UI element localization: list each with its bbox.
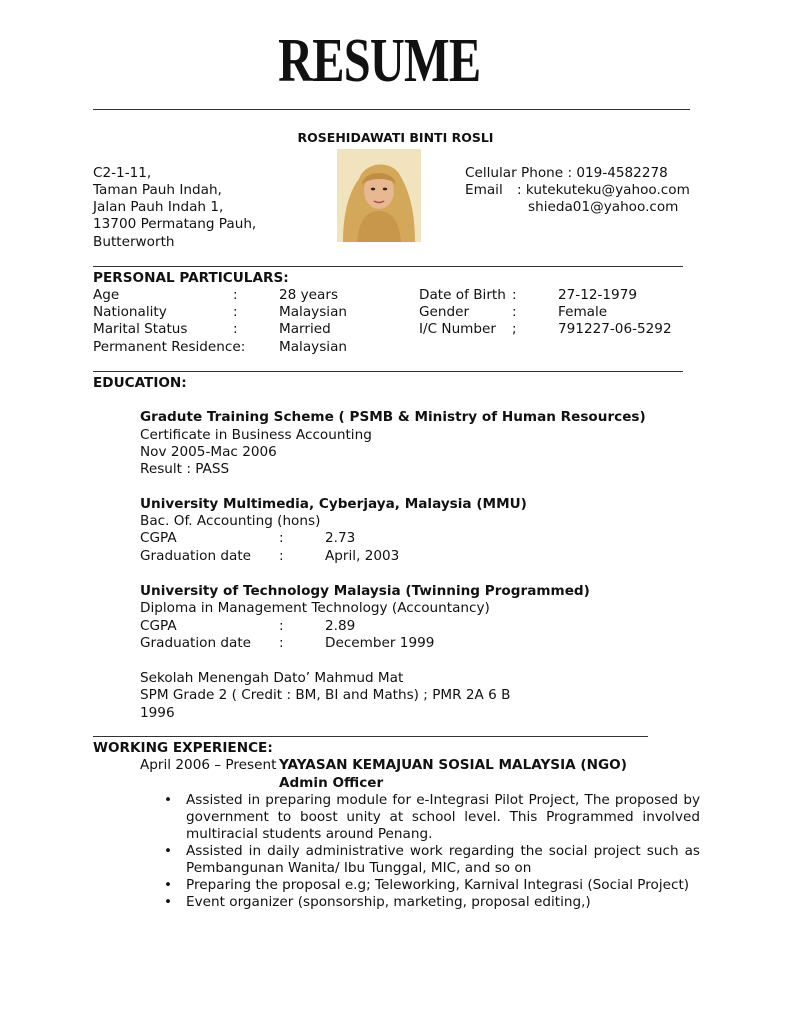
job-period: April 2006 – Present [140, 757, 277, 773]
cgpa-colon: : [279, 530, 284, 546]
education-detail: Result : PASS [140, 461, 230, 477]
ic-number-colon: ; [512, 321, 517, 337]
bullet-icon: • [164, 877, 173, 893]
dob-value: 27-12-1979 [558, 287, 638, 303]
gender-colon: : [512, 304, 517, 320]
marital-status-label: Marital Status [93, 321, 188, 337]
graduation-date-colon: : [279, 548, 284, 564]
graduation-date-value: April, 2003 [325, 548, 400, 564]
duty-text: Preparing the proposal e.g; Teleworking, Karnival Integrasi (Social Project) [186, 877, 690, 893]
cgpa-label: CGPA [140, 530, 177, 546]
cgpa-value: 2.89 [325, 618, 356, 634]
age-label: Age [93, 287, 120, 303]
job-role: Admin Officer [279, 775, 384, 791]
address-line: Jalan Pauh Indah 1, [93, 199, 224, 215]
cgpa-colon: : [279, 618, 284, 634]
bullet-icon: • [164, 894, 173, 910]
graduation-date-colon: : [279, 635, 284, 651]
email-primary[interactable]: : kutekuteku@yahoo.com [517, 182, 690, 198]
list-item [160, 894, 700, 911]
section-heading: PERSONAL PARTICULARS: [93, 270, 289, 286]
education-title: University of Technology Malaysia (Twinning Programmed) [140, 583, 590, 599]
dob-colon: : [512, 287, 517, 303]
candidate-name: ROSEHIDAWATI BINTI ROSLI [297, 130, 494, 145]
list-item [160, 843, 700, 877]
education-detail: Diploma in Management Technology (Accountancy) [140, 600, 490, 616]
email-label: Email [465, 182, 503, 198]
ic-number-label: I/C Number [419, 321, 497, 337]
section-divider [93, 736, 648, 737]
age-colon: : [233, 287, 238, 303]
address-line: Taman Pauh Indah, [93, 182, 222, 198]
list-item [160, 792, 700, 843]
gender-value: Female [558, 304, 608, 320]
graduation-date-label: Graduation date [140, 548, 252, 564]
marital-status-value: Married [279, 321, 331, 337]
resume-title: RESUME [278, 27, 481, 95]
graduation-date-value: December 1999 [325, 635, 435, 651]
profile-photo [337, 149, 421, 242]
ic-number-value: 791227-06-5292 [558, 321, 672, 337]
section-heading: WORKING EXPERIENCE: [93, 740, 273, 756]
nationality-colon: : [233, 304, 238, 320]
employer-name: YAYASAN KEMAJUAN SOSIAL MALAYSIA (NGO) [279, 757, 627, 773]
education-detail: SPM Grade 2 ( Credit : BM, BI and Maths) ; PMR 2A 6 B [140, 687, 511, 703]
address-line: C2-1-11, [93, 165, 152, 181]
permanent-residence-value: Malaysian [279, 339, 348, 355]
nationality-label: Nationality [93, 304, 167, 320]
cgpa-value: 2.73 [325, 530, 356, 546]
email-secondary[interactable]: shieda01@yahoo.com [528, 199, 679, 215]
education-detail: Sekolah Menengah Dato’ Mahmud Mat [140, 670, 404, 686]
cgpa-label: CGPA [140, 618, 177, 634]
duty-text: Event organizer (sponsorship, marketing, proposal editing,) [186, 894, 591, 910]
bullet-icon: • [164, 843, 173, 859]
dob-label: Date of Birth [419, 287, 506, 303]
list-item [160, 877, 700, 894]
marital-status-colon: : [233, 321, 238, 337]
section-divider [93, 371, 683, 372]
section-divider [93, 266, 683, 267]
permanent-residence-label: Permanent Residence: [93, 339, 246, 355]
nationality-value: Malaysian [279, 304, 348, 320]
education-detail: 1996 [140, 705, 175, 721]
address-line: Butterworth [93, 234, 175, 250]
duty-text: Assisted in daily administrative work regarding the social project such as Pembangunan Wanita/ Ibu Tunggal, MIC, and so on [186, 843, 700, 876]
gender-label: Gender [419, 304, 470, 320]
section-heading: EDUCATION: [93, 375, 187, 391]
education-title: University Multimedia, Cyberjaya, Malaysia (MMU) [140, 496, 527, 512]
address-line: 13700 Permatang Pauh, [93, 216, 257, 232]
title-divider [93, 109, 690, 110]
duties-list [160, 792, 700, 911]
duty-text: Assisted in preparing module for e-Integrasi Pilot Project, The proposed by government to boost unity at school level. This Programmed involved multiracial students around Penang. [186, 792, 700, 842]
graduation-date-label: Graduation date [140, 635, 252, 651]
age-value: 28 years [279, 287, 339, 303]
education-title: Gradute Training Scheme ( PSMB & Ministry of Human Resources) [140, 409, 646, 425]
bullet-icon: • [164, 792, 173, 808]
phone-number: Cellular Phone : 019-4582278 [465, 165, 668, 181]
education-detail: Certificate in Business Accounting [140, 427, 372, 443]
education-detail: Bac. Of. Accounting (hons) [140, 513, 321, 529]
education-detail: Nov 2005-Mac 2006 [140, 444, 277, 460]
